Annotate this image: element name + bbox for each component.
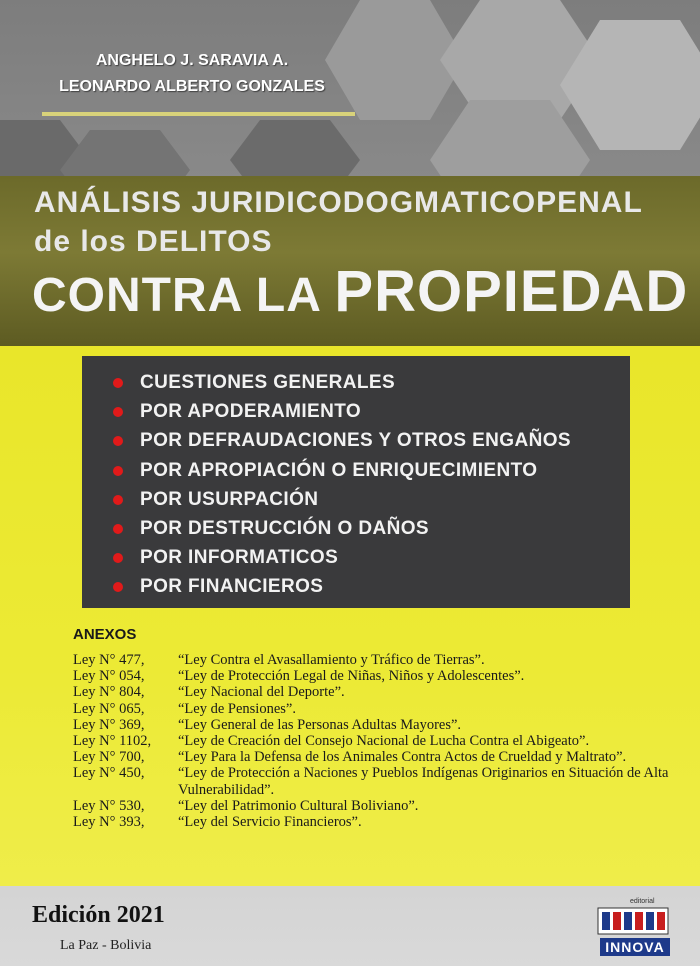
law-title: “Ley de Pensiones”.	[178, 700, 296, 717]
title-propiedad: PROPIEDAD	[334, 259, 689, 324]
topic-label: POR USURPACIÓN	[140, 488, 319, 510]
law-number: Ley N° 530,	[73, 797, 145, 814]
publisher-small-label: editorial	[630, 898, 655, 905]
topic-label: POR APROPIACIÓN O ENRIQUECIMIENTO	[140, 459, 538, 481]
law-item	[73, 684, 673, 700]
law-item	[73, 668, 673, 684]
bullet-icon	[113, 553, 123, 563]
topic-label: POR DESTRUCCIÓN O DAÑOS	[140, 517, 429, 539]
bullet-icon	[113, 495, 123, 505]
topic-item	[108, 456, 630, 485]
law-item	[73, 765, 673, 797]
law-title: “Ley del Servicio Financieros”.	[178, 814, 362, 831]
law-number: Ley N° 369,	[73, 716, 145, 733]
title-line-1: ANÁLISIS JURIDICODOGMATICOPENAL	[34, 186, 643, 219]
law-item	[73, 652, 673, 668]
law-title: “Ley Nacional del Deporte”.	[178, 684, 345, 701]
title-contra-la: CONTRA LA	[32, 269, 335, 322]
law-title: “Ley Para la Defensa de los Animales Contra Actos de Crueldad y Maltrato”.	[178, 749, 627, 766]
topic-item	[108, 514, 630, 543]
law-title: “Ley de Protección a Naciones y Pueblos Indígenas Originarios en Situación de Alta Vulnerabilidad”.	[178, 765, 669, 798]
law-number: Ley N° 477,	[73, 652, 145, 668]
bullet-icon	[113, 524, 123, 534]
law-number: Ley N° 804,	[73, 684, 145, 701]
place-label: La Paz - Bolivia	[60, 938, 152, 953]
law-title: “Ley de Protección Legal de Niñas, Niños y Adolescentes”.	[178, 668, 525, 685]
bullet-icon	[113, 582, 123, 592]
law-number: Ley N° 393,	[73, 814, 145, 831]
law-title: “Ley de Creación del Consejo Nacional de Lucha Contra el Abigeato”.	[178, 733, 590, 750]
law-number: Ley N° 1102,	[73, 733, 152, 750]
title-line-2: de los DELITOS	[34, 225, 273, 258]
edition-label: Edición 2021	[32, 902, 165, 928]
law-item	[73, 798, 673, 814]
topics-box	[82, 356, 630, 608]
topic-label: POR FINANCIEROS	[140, 576, 324, 598]
author-1: ANGHELO J. SARAVIA A.	[95, 52, 289, 69]
law-number: Ley N° 065,	[73, 700, 145, 717]
law-item	[73, 749, 673, 765]
law-number: Ley N° 700,	[73, 749, 145, 766]
law-item	[73, 717, 673, 733]
title-line-3	[32, 258, 688, 325]
author-underline	[42, 112, 355, 116]
law-item	[73, 701, 673, 717]
topic-item	[108, 397, 630, 426]
authors	[42, 52, 342, 104]
publisher-name: INNOVA	[600, 938, 670, 956]
bullet-icon	[113, 436, 123, 446]
topic-label: POR APODERAMIENTO	[140, 401, 362, 423]
topic-label: POR INFORMATICOS	[140, 547, 339, 569]
bullet-icon	[113, 407, 123, 417]
topic-label: CUESTIONES GENERALES	[140, 372, 396, 393]
anexos-heading: ANEXOS	[73, 626, 137, 643]
topic-item	[108, 368, 630, 397]
topic-item	[108, 485, 630, 514]
topic-item	[108, 426, 630, 455]
law-number: Ley N° 450,	[73, 765, 145, 782]
topic-item	[108, 543, 630, 572]
law-title: “Ley General de las Personas Adultas Mayores”.	[178, 716, 462, 733]
topic-label: POR DEFRAUDACIONES Y OTROS ENGAÑOS	[140, 430, 571, 452]
author-2: LEONARDO ALBERTO GONZALES	[59, 78, 325, 95]
law-title: “Ley del Patrimonio Cultural Boliviano”.	[178, 797, 419, 814]
law-title: “Ley Contra el Avasallamiento y Tráfico de Tierras”.	[178, 652, 485, 668]
bullet-icon	[113, 466, 123, 476]
law-item	[73, 733, 673, 749]
bullet-icon	[113, 378, 123, 388]
law-item	[73, 814, 673, 830]
law-number: Ley N° 054,	[73, 668, 145, 685]
laws-list	[73, 652, 673, 830]
topic-item	[108, 572, 630, 601]
